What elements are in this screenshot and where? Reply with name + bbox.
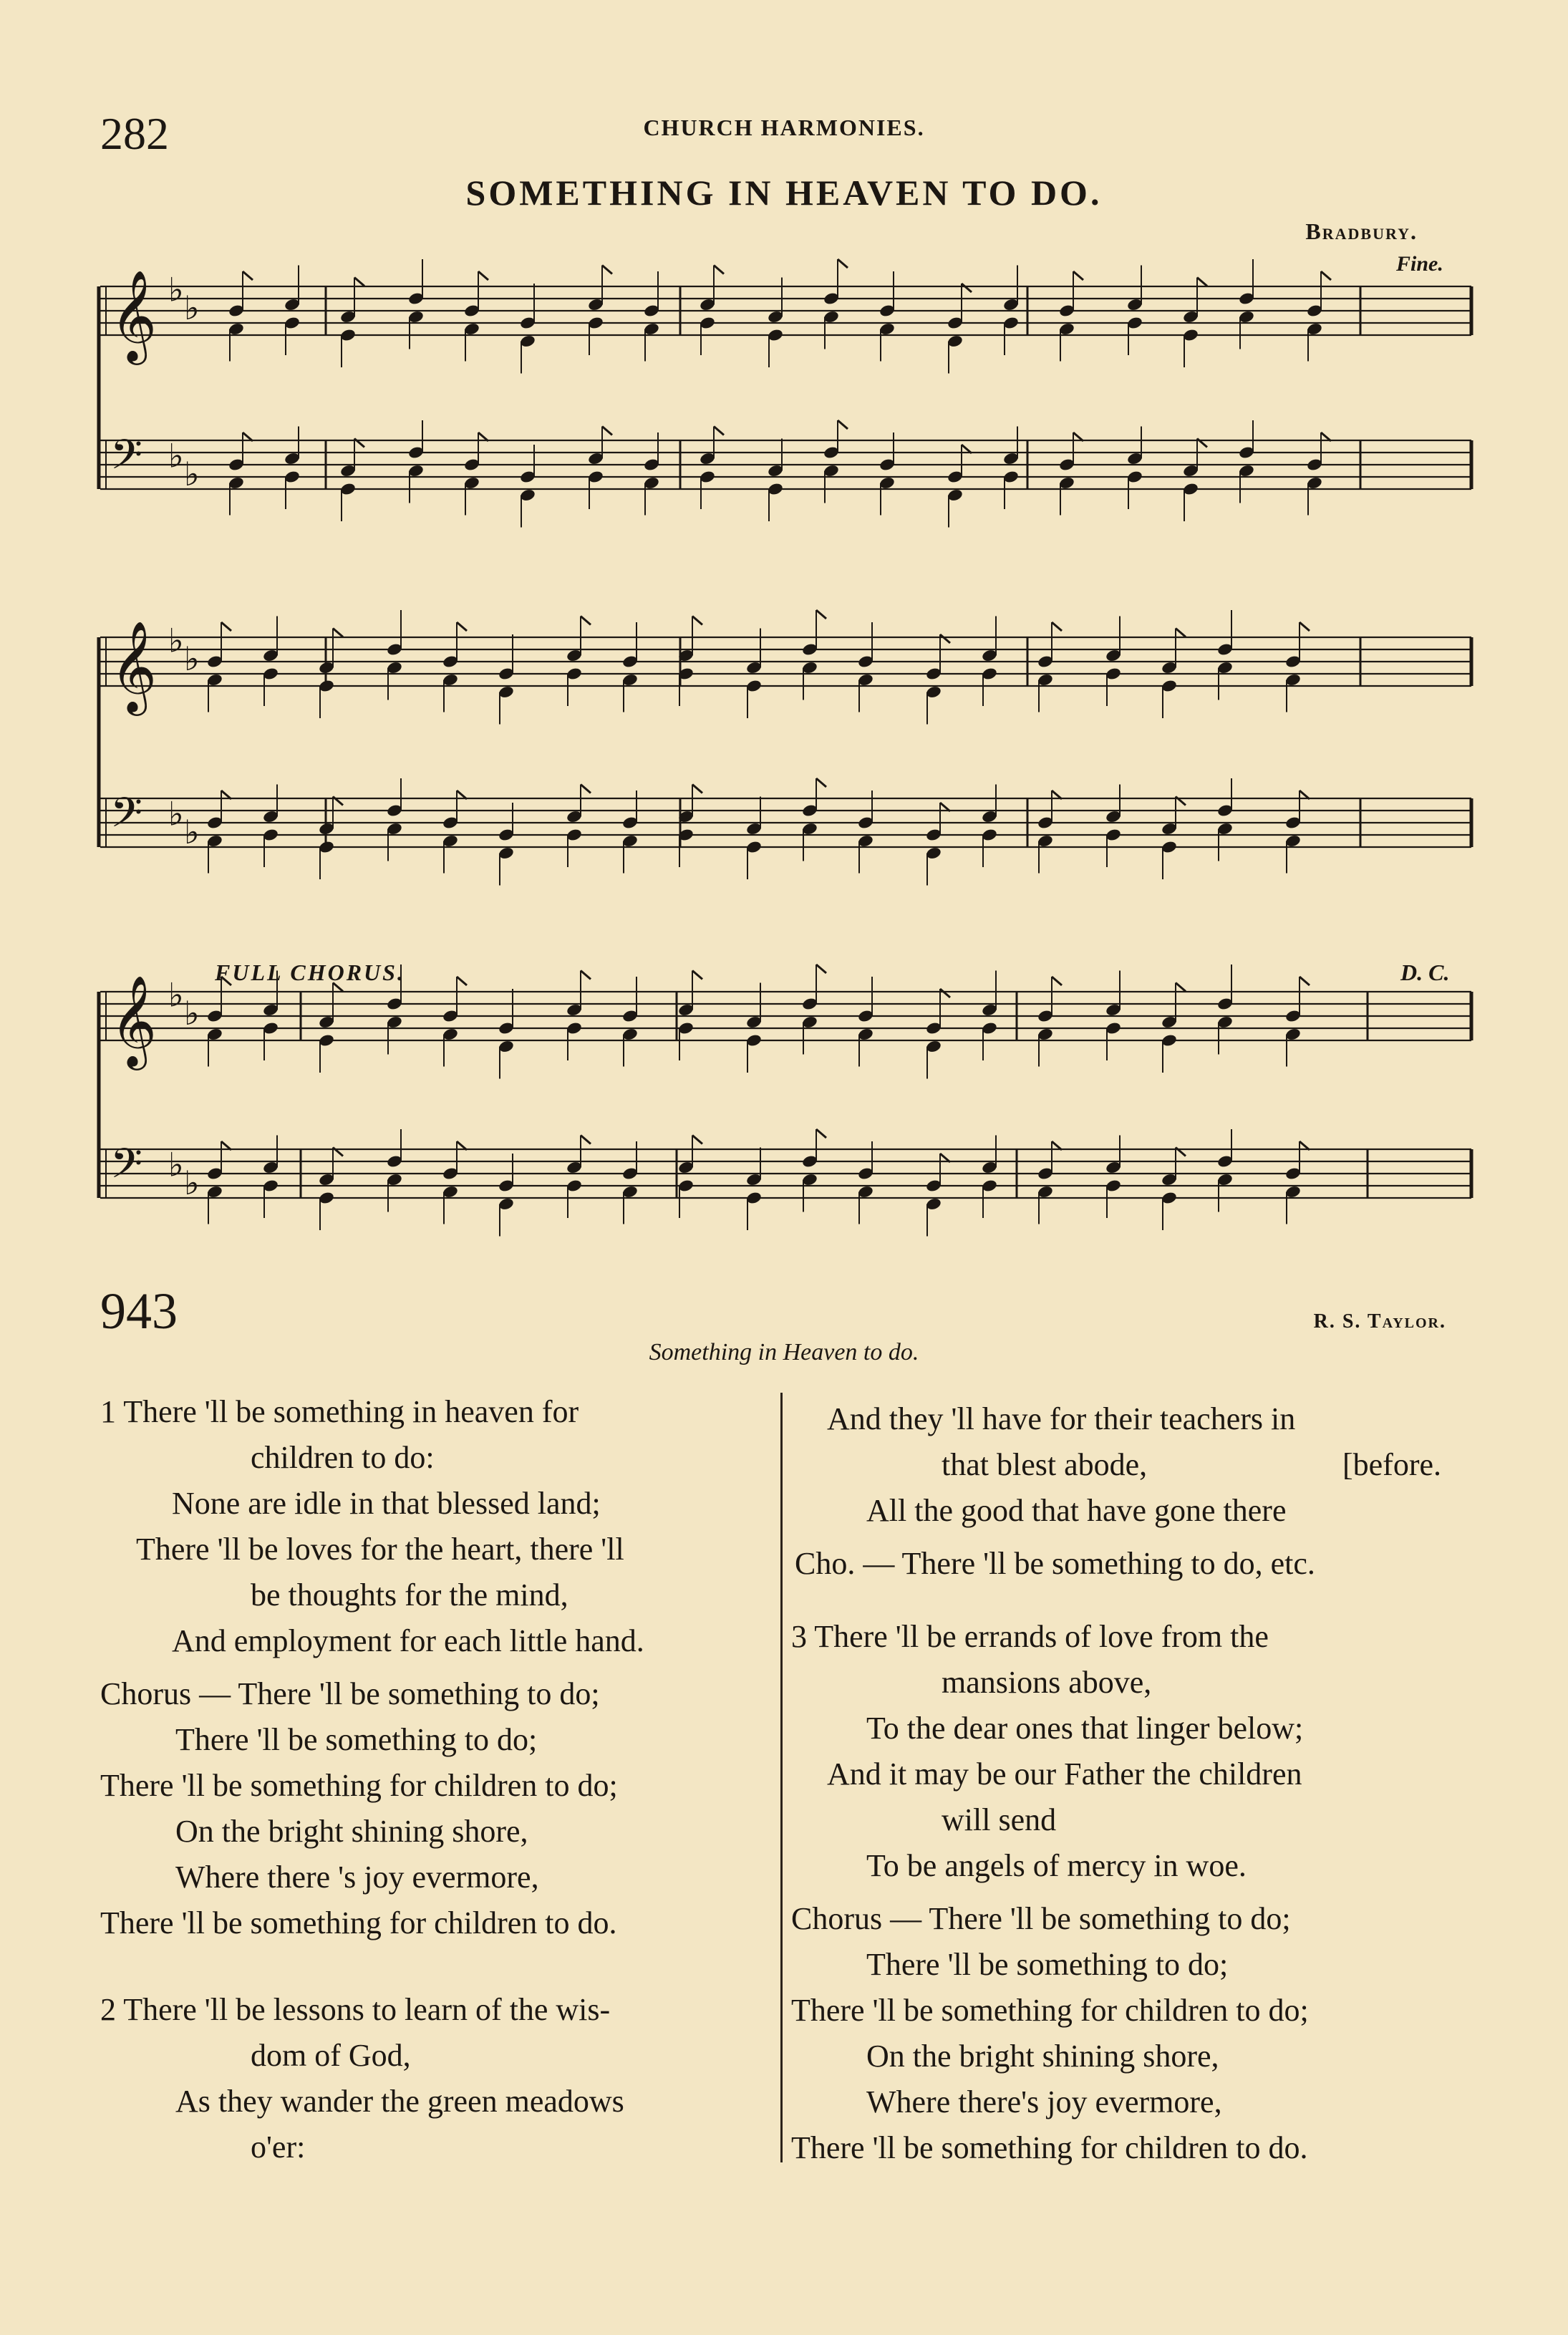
note-flag [692,617,702,625]
flat-sign: ♭ [184,813,200,851]
chorus-line: Where there 's joy evermore, [175,1860,539,1895]
flat-sign: ♭ [184,289,200,327]
note-flag [1052,622,1062,631]
verse-line: There 'll be loves for the heart, there 'll [136,1532,624,1567]
chorus-line: There 'll be something for children to do; [791,1993,1309,2028]
note-flag [714,266,724,274]
note-flag [816,610,826,619]
note-flag [221,622,231,631]
flat-sign: ♭ [168,975,184,1015]
note-flag [816,1129,826,1138]
note-flag [243,271,253,280]
note-flag [457,977,467,985]
verse-line: And they 'll have for their teachers in [827,1401,1296,1436]
chorus-line: Cho. — There 'll be something to do, etc. [795,1546,1315,1581]
note-flag [1197,278,1207,286]
verse-line: dom of God, [251,2038,411,2073]
running-title: CHURCH HARMONIES. [643,115,925,140]
note-flag [354,278,364,286]
hymn-author: R. S. Taylor. [1313,1310,1446,1333]
note-flag [581,971,591,980]
treble-clef: 𝄞 [110,269,158,361]
flat-sign: ♭ [184,994,200,1033]
note-flag [1176,983,1186,992]
note-flag [581,617,591,625]
note-flag [692,1136,702,1144]
chorus-line: There 'll be something to do; [175,1722,538,1757]
flat-sign: ♭ [168,436,184,475]
note-flag [838,420,848,429]
chorus-line: Chorus — There 'll be something to do; [791,1901,1291,1936]
note-flag [1300,622,1310,631]
note-flag [602,427,612,435]
note-flag [1321,271,1331,280]
note-flag [602,266,612,274]
verse-line: To the dear ones that linger below; [866,1711,1304,1746]
chorus-line: There 'll be something for children to do. [100,1905,617,1940]
verse-line: To be angels of mercy in woe. [866,1848,1247,1883]
verse-line: mansions above, [942,1665,1152,1700]
note-flag [962,284,972,292]
page-number: 282 [100,108,169,159]
flat-sign: ♭ [168,270,184,309]
fine-mark: Fine. [1396,252,1443,276]
tune-title: SOMETHING IN HEAVEN TO DO. [465,173,1103,213]
composer: Bradbury. [1305,218,1418,244]
note-flag [333,629,343,637]
note-flag [692,785,702,793]
chorus-line: There 'll be something for children to do; [100,1768,618,1803]
chorus-line: There 'll be something to do; [866,1947,1229,1982]
flat-sign: ♭ [168,1145,184,1184]
verse-line: And employment for each little hand. [172,1623,644,1658]
note-flag [478,271,488,280]
hymn-number: 943 [100,1282,178,1340]
treble-clef: 𝄞 [110,620,158,712]
note-flag [457,622,467,631]
full-chorus-mark: FULL CHORUS. [215,959,405,985]
flat-sign: ♭ [168,794,184,833]
note-flag [940,634,950,643]
note-flag [1052,977,1062,985]
flat-sign: ♭ [168,621,184,660]
chorus-line: Where there's joy evermore, [866,2084,1222,2119]
note-flag [1300,977,1310,985]
note-flag [692,971,702,980]
verse-line: All the good that have gone there [866,1493,1287,1528]
verse-line: 1 There 'll be something in heaven for [100,1394,579,1429]
verse-line: None are idle in that blessed land; [172,1486,601,1521]
chorus-line: There 'll be something for children to do. [791,2130,1308,2165]
verse-line: will send [942,1802,1057,1837]
verse-line: As they wander the green meadows [175,2084,624,2119]
note-flag [816,778,826,787]
note-flag [333,983,343,992]
verse-line: 2 There 'll be lessons to learn of the wis- [100,1992,611,2027]
flat-sign: ♭ [184,455,200,493]
verse-line: 3 There 'll be errands of love from the [791,1619,1269,1654]
chorus-line: Chorus — There 'll be something to do; [100,1676,600,1711]
column-divider [780,1393,783,2162]
flat-sign: ♭ [184,639,200,678]
verse-line: o'er: [251,2129,306,2165]
hymn-subtitle: Something in Heaven to do. [649,1339,919,1365]
verse-line: that blest abode, [942,1447,1148,1482]
note-flag [581,1136,591,1144]
verse-line: be thoughts for the mind, [251,1577,568,1613]
verse-line: And it may be our Father the children [827,1756,1302,1792]
verse-line: [before. [1342,1447,1442,1482]
note-flag [1073,271,1083,280]
note-flag [581,785,591,793]
flat-sign: ♭ [184,1164,200,1202]
note-flag [221,977,231,985]
note-flag [816,965,826,973]
note-flag [1176,629,1186,637]
chorus-line: On the bright shining shore, [175,1814,528,1849]
chorus-line: On the bright shining shore, [866,2039,1219,2074]
bass-clef: 𝄢 [110,788,143,847]
note-flag [838,259,848,268]
note-flag [714,427,724,435]
bass-clef: 𝄢 [110,1139,143,1198]
verse-line: children to do: [251,1440,435,1475]
treble-clef: 𝄞 [110,975,158,1066]
note-flag [940,989,950,997]
bass-clef: 𝄢 [110,430,143,489]
dc-mark: D. C. [1400,959,1450,985]
